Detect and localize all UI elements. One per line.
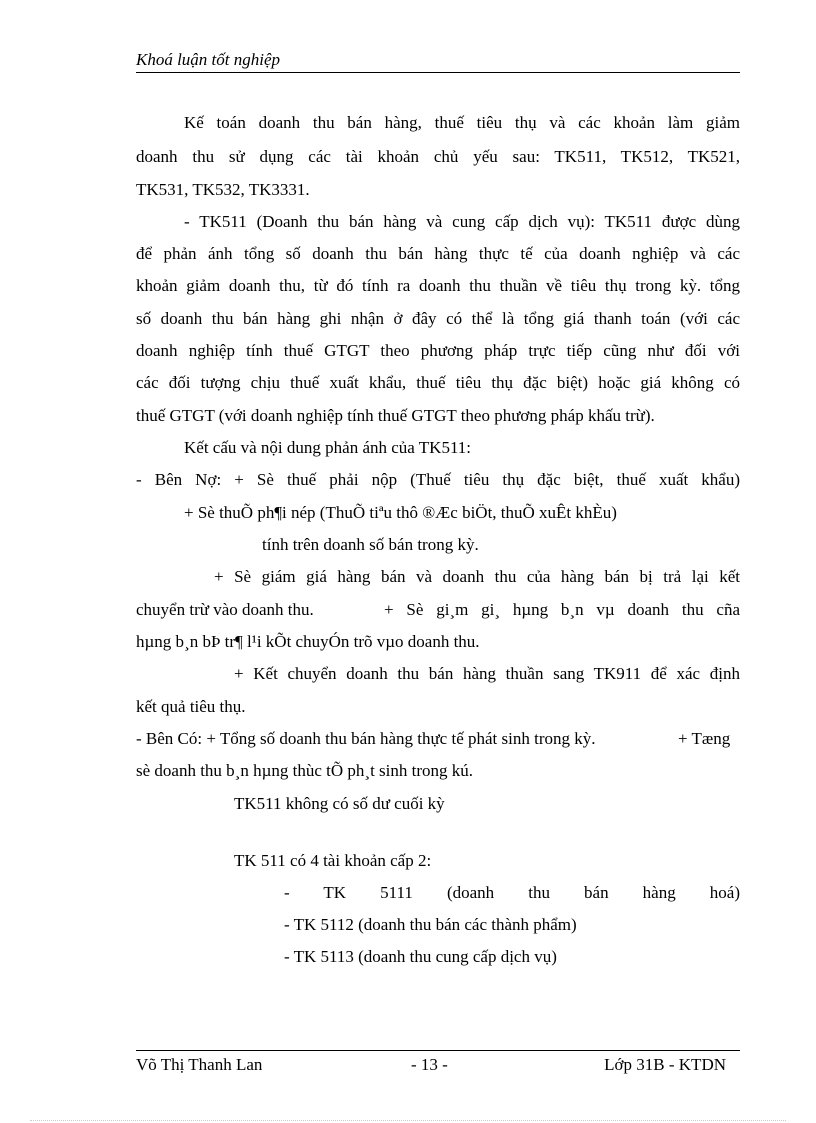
paragraph-line: hµng b¸n bÞ tr¶ l¹i kÕt chuyÓn trõ vµo doanh thu. bbox=[136, 632, 480, 651]
list-item: - TK 5113 (doanh thu cung cấp dịch vụ) bbox=[284, 947, 557, 966]
paragraph-line: - TK511 (Doanh thu bán hàng và cung cấp dịch vụ): TK511 được dùng bbox=[184, 212, 740, 231]
paragraph-line: + Sè gi¸m gi¸ hµng b¸n vµ doanh thu cña bbox=[384, 600, 740, 619]
paragraph-line: Kết cấu và nội dung phản ánh của TK511: bbox=[184, 438, 472, 457]
paragraph-line: doanh nghiệp tính thuế GTGT theo phương pháp trực tiếp cũng như đối với bbox=[136, 341, 740, 360]
paragraph-line: tính trên doanh số bán trong kỳ. bbox=[262, 535, 479, 554]
paragraph-line: các đối tượng chịu thuế xuất khẩu, thuế tiêu thụ đặc biệt) hoặc giá không có bbox=[136, 373, 740, 392]
paragraph-line: Kế toán doanh thu bán hàng, thuế tiêu thụ và các khoản làm giảm bbox=[184, 113, 740, 132]
page-header bbox=[136, 50, 740, 73]
paragraph-line: chuyển trừ vào doanh thu. bbox=[136, 600, 314, 619]
paragraph-line: khoản giảm doanh thu, từ đó tính ra doanh thu thuần về tiêu thụ trong kỳ. tổng bbox=[136, 276, 740, 295]
paragraph-line: TK511 không có số dư cuối kỳ bbox=[234, 794, 445, 813]
page-footer bbox=[136, 1050, 740, 1073]
paragraph-line: để phản ánh tổng số doanh thu bán hàng thực tế của doanh nghiệp và các bbox=[136, 244, 740, 263]
document-title: Khoá luận tốt nghiệp bbox=[136, 50, 281, 69]
paragraph-line: + Sè thuÕ ph¶i nép (ThuÕ tiªu thô ®Æc biÖt, thuÕ xuÊt khÈu) bbox=[184, 503, 617, 522]
page-number: - 13 - bbox=[411, 1055, 448, 1074]
list-item: - TK 5111 (doanh thu bán hàng hoá) bbox=[284, 883, 740, 902]
paragraph-line: thuế GTGT (với doanh nghiệp tính thuế GTGT theo phương pháp khấu trừ). bbox=[136, 406, 655, 425]
paragraph-line: kết quả tiêu thụ. bbox=[136, 697, 246, 716]
paragraph-line: - Bên Có: + Tổng số doanh thu bán hàng thực tế phát sinh trong kỳ. bbox=[136, 729, 596, 748]
footer-author: Võ Thị Thanh Lan bbox=[136, 1055, 263, 1074]
paragraph-line: TK531, TK532, TK3331. bbox=[136, 180, 310, 199]
paragraph-line: sè doanh thu b¸n hµng thùc tÕ ph¸t sinh trong kú. bbox=[136, 761, 474, 780]
paragraph-line: số doanh thu bán hàng ghi nhận ở đây có thể là tổng giá thanh toán (với các bbox=[136, 309, 740, 328]
page-border bbox=[30, 1120, 786, 1121]
footer-class: Lớp 31B - KTDN bbox=[604, 1055, 726, 1074]
paragraph-line: - Bên Nợ: + Sè thuế phải nộp (Thuế tiêu thụ đặc biệt, thuế xuất khẩu) bbox=[136, 470, 740, 489]
paragraph-line: + Tæng bbox=[678, 729, 731, 748]
paragraph-line: TK 511 có 4 tài khoản cấp 2: bbox=[234, 851, 432, 870]
list-item: - TK 5112 (doanh thu bán các thành phẩm) bbox=[284, 915, 577, 934]
paragraph-line: + Sè giám giá hàng bán và doanh thu của hàng bán bị trả lại kết bbox=[214, 567, 740, 586]
paragraph-line: doanh thu sử dụng các tài khoản chủ yếu sau: TK511, TK512, TK521, bbox=[136, 147, 740, 166]
paragraph-line: + Kết chuyển doanh thu bán hàng thuần sang TK911 để xác định bbox=[234, 664, 740, 683]
